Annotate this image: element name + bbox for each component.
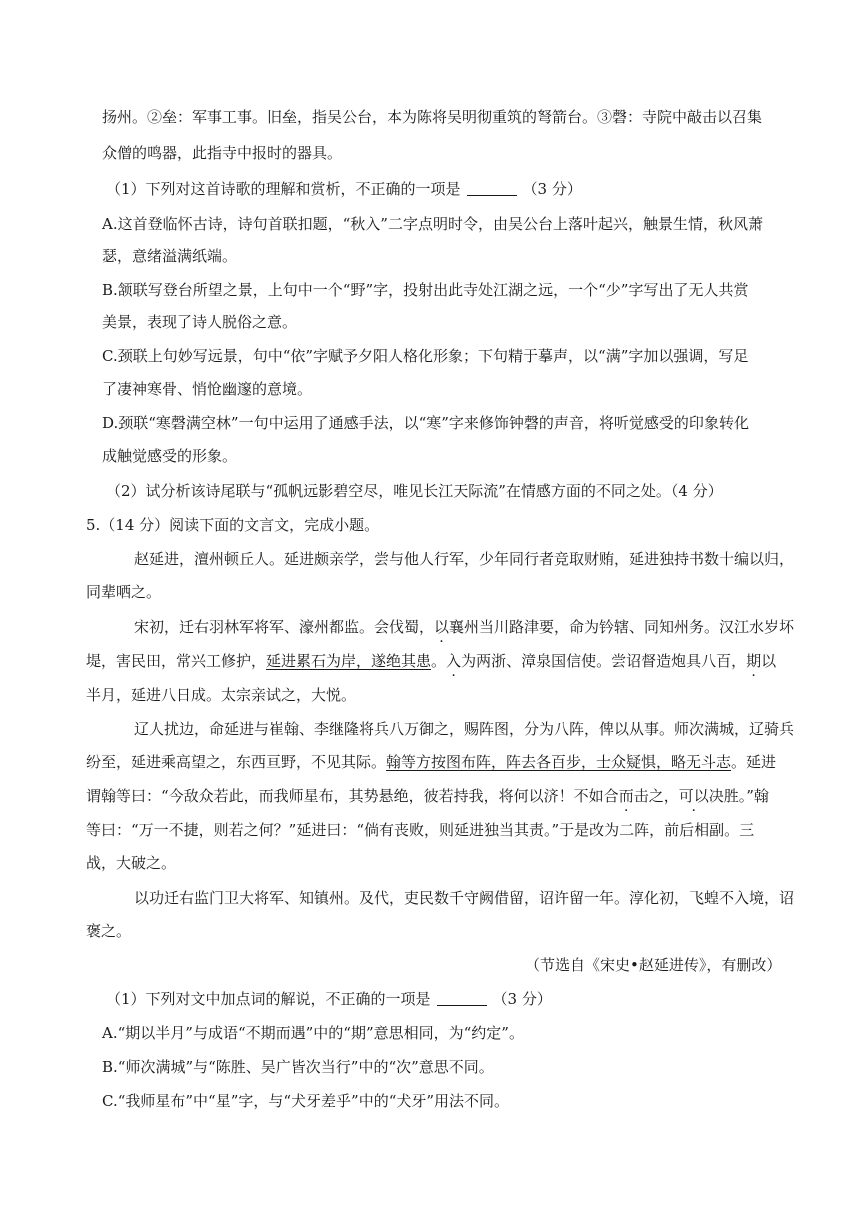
text: 同辈哂之。 (86, 583, 162, 601)
option-b (102, 280, 748, 300)
question-text: （1）下列对文中加点词的解说，不正确的一项是 (106, 990, 431, 1008)
text: 赵延进，澶州顿丘人。延进颇亲学，尝与他人行军，少年同行者竞取财贿，延进独持书数十编以归， (134, 550, 795, 568)
text: C.“我师星布”中“星”字，与“犬牙差乎”中的“犬牙”用法不同。 (102, 1092, 510, 1110)
passage-line (86, 651, 776, 671)
text: 谓翰等曰：“今敌众若此，而我师星布，其势悬绝，彼若持我，将何以济！不如合 (86, 787, 619, 805)
question-1 (106, 179, 582, 199)
text: 。 (431, 652, 447, 670)
text: 等曰：“万一不捷，则若之何？”延进曰：“倘有丧败，则延进独当其责。”于是改为二阵，前后相副。三 (86, 821, 755, 839)
source-citation (525, 955, 781, 975)
text: 。延进 (731, 753, 777, 771)
score: （3 分） (522, 180, 582, 198)
passage-line (134, 549, 794, 569)
option-a (102, 214, 763, 234)
text: 襄州当川路津要，命为钤辖、同知州务。汉江水岁坏 (449, 618, 795, 636)
underlined-sentence: 翰等方按图布阵，阵去各百步，士众疑惧，略无斗志 (386, 753, 732, 771)
text: B.“师次满城”与“陈胜、吴广皆次当行”中的“次”意思不同。 (102, 1058, 494, 1076)
text: 美景，表现了诗人脱俗之意。 (102, 313, 298, 331)
text: 众僧的鸣器，此指寺中报时的器具。 (102, 144, 343, 162)
text: 了凄神寒骨、悄怆幽邃的意境。 (102, 380, 313, 398)
text: B.颔联写登台所望之景，上句中一个“野”字，投射出此寺处江湖之远，一个“少”字写出了无人共赏 (102, 281, 749, 299)
text: A.这首登临怀古诗，诗句首联扣题，“秋入”二字点明时令，由吴公台上落叶起兴，触景生情，秋风萧 (102, 215, 763, 233)
underlined-sentence: 延进累石为岸，遂绝其患 (266, 652, 432, 670)
text: 半月，延进八日成。太宗亲试之，大悦。 (86, 686, 357, 704)
text: 战，大破之。 (86, 854, 177, 872)
text: 以功迁右监门卫大将军、知镇州。及代，吏民数千守阙借留，诏许留一年。淳化初，飞蝗不入境，诏 (134, 889, 795, 907)
note-line (102, 143, 342, 163)
option-c (102, 346, 748, 366)
text: 5.（14 分）阅读下面的文言文，完成小题。 (86, 516, 380, 534)
score: （3 分） (492, 990, 552, 1008)
passage-line (86, 752, 776, 772)
text: 为两浙、漳泉国信使。尝诏督造炮具八百， (461, 652, 747, 670)
text: 扬州。②垒：军事工事。旧垒，指吴公台，本为陈将吴明彻重筑的弩箭台。③磬：寺院中敲击以召集 (102, 108, 763, 126)
passage-line (134, 888, 794, 908)
question-text: （2）试分析该诗尾联与“孤帆远影碧空尽，唯见长江天际流”在情感方面的不同之处。（4 分） (106, 482, 723, 500)
passage-line (134, 617, 794, 637)
passage-line (86, 921, 131, 941)
option-a-cont (102, 246, 237, 266)
text: 瑟，意绪溢满纸端。 (102, 247, 238, 265)
option-c (102, 1091, 509, 1111)
passage-line (134, 719, 794, 739)
dotted-word: 可以 (678, 787, 709, 805)
answer-blank[interactable] (467, 181, 517, 196)
section-5-heading (86, 515, 379, 535)
text: 宋初，迁右羽林军将军、濠州都监。会伐蜀， (134, 618, 435, 636)
option-d-cont (102, 446, 237, 466)
text: A.“期以半月”与成语“不期而遇”中的“期”意思相同，为“约定”。 (102, 1024, 524, 1042)
text: 纷至，延进乘高望之，东西亘野，不见其际。 (86, 753, 387, 771)
text: C.颈联上句妙写远景，句中“依”字赋予夕阳人格化形象；下句精于摹声，以“满”字加以强调，写足 (102, 347, 749, 365)
text: D.颈联“寒磬满空林”一句中运用了通感手法，以“寒”字来修饰钟磬的声音，将听觉感受的印象转化 (102, 414, 749, 432)
text: 决胜。”翰 (708, 787, 769, 805)
passage-line (86, 853, 176, 873)
dotted-word: 期 (746, 652, 762, 670)
option-d (102, 413, 749, 433)
option-c-cont (102, 379, 312, 399)
dotted-word: 以 (434, 618, 450, 636)
passage-line (86, 820, 754, 840)
passage-line (86, 786, 769, 806)
option-b-cont (102, 312, 297, 332)
option-a (102, 1023, 524, 1043)
text: 褒之。 (86, 922, 132, 940)
text: 堤，害民田，常兴工修护， (86, 652, 267, 670)
option-b (102, 1057, 494, 1077)
text: 以 (761, 652, 777, 670)
text: 辽人扰边，命延进与崔翰、李继隆将兵八万御之，赐阵图，分为八阵，俾以从事。师次满城，辽骑兵 (134, 720, 795, 738)
dotted-word: 而 (618, 787, 634, 805)
passage-line (86, 685, 356, 705)
text: 击之， (633, 787, 679, 805)
question-2 (106, 481, 723, 501)
question-text: （1）下列对这首诗歌的理解和赏析，不正确的一项是 (106, 180, 461, 198)
answer-blank[interactable] (437, 991, 487, 1006)
question-3 (106, 989, 552, 1009)
text: 成触觉感受的形象。 (102, 447, 238, 465)
note-line (102, 107, 762, 127)
dotted-word: 入 (446, 652, 462, 670)
text: （节选自《宋史•赵延进传》，有删改） (525, 956, 782, 974)
passage-line (86, 582, 161, 602)
